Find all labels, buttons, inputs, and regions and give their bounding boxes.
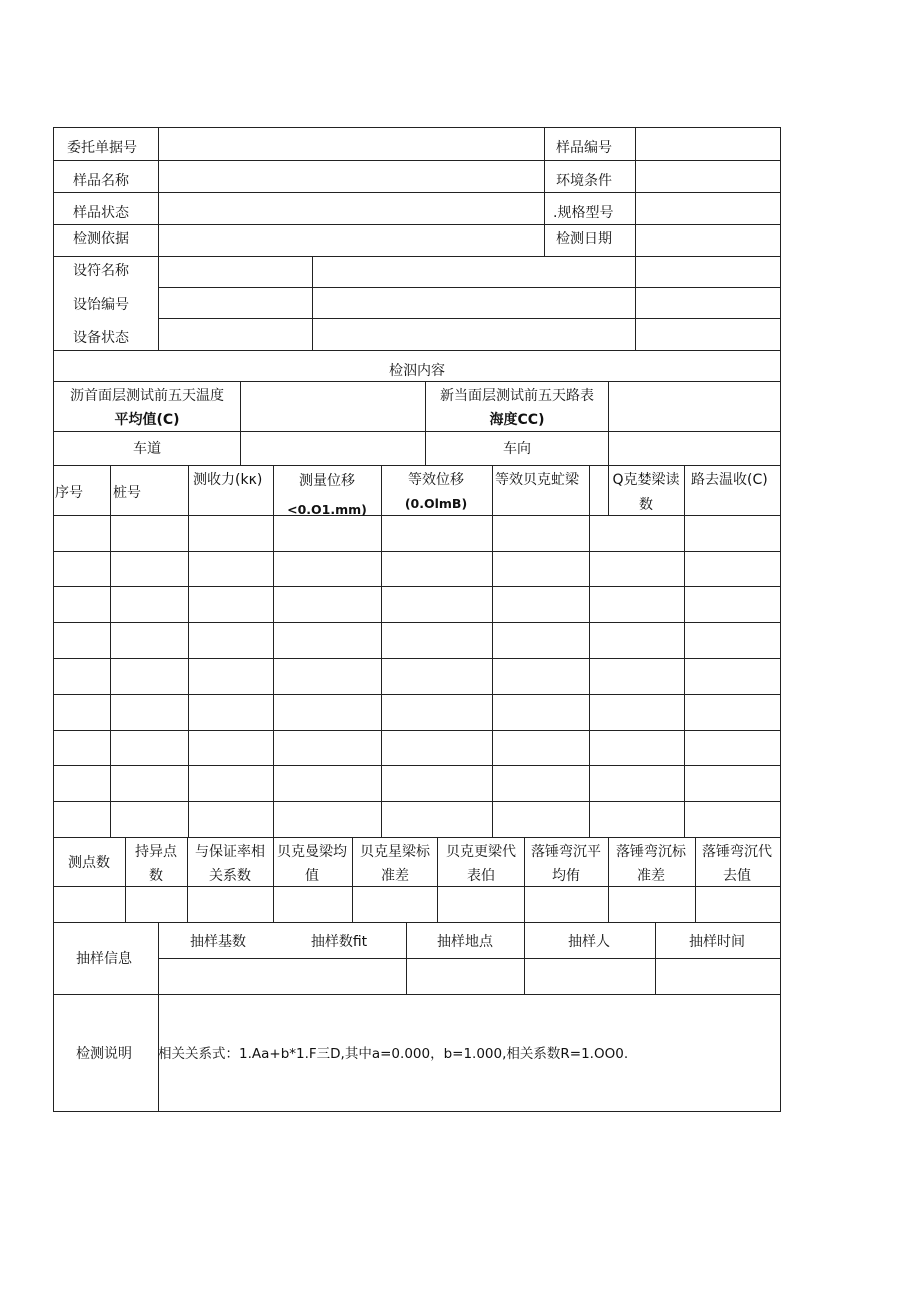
stat-outlier-2: 数 xyxy=(149,868,163,884)
sampling-base: 抽样基数 xyxy=(190,934,246,950)
row-divider xyxy=(53,837,781,838)
stat-fwd-std-2: 准差 xyxy=(637,868,665,884)
col-divider xyxy=(655,922,656,994)
col-disp-unit: <0.O1.mm) xyxy=(287,502,367,517)
row-divider xyxy=(53,160,781,161)
row-divider xyxy=(53,551,781,552)
asphalt-temp-label-unit: 平均值(C) xyxy=(114,412,180,428)
stat-rep: 贝克更梁代 xyxy=(446,844,516,860)
remark-label: 检测说明 xyxy=(76,1046,132,1062)
row-divider xyxy=(53,730,781,731)
row-divider xyxy=(53,922,781,923)
row-divider xyxy=(53,192,781,193)
col-seq: 序号 xyxy=(55,485,83,501)
stat-std-2: 准差 xyxy=(381,868,409,884)
sampling-label: 抽样信息 xyxy=(76,951,132,967)
col-divider xyxy=(635,127,636,350)
col-divider xyxy=(589,465,590,837)
col-q-reading: Q克婪梁读 xyxy=(612,472,680,488)
col-divider xyxy=(524,922,525,994)
stat-fwd-std: 落锤弯沉标 xyxy=(616,844,686,860)
col-divider xyxy=(684,465,685,837)
road-temp-label: 新当面层测试前五天路表 xyxy=(440,388,594,404)
row-divider xyxy=(53,622,781,623)
row-divider xyxy=(53,658,781,659)
col-divider xyxy=(406,922,407,994)
row-divider xyxy=(53,515,781,516)
commission-no-label: 委托单据号 xyxy=(67,140,137,156)
col-divider xyxy=(437,837,438,922)
equipment-state-label: 设备状态 xyxy=(73,330,129,346)
col-divider xyxy=(187,837,188,922)
col-divider xyxy=(695,837,696,922)
sampling-person: 抽样人 xyxy=(568,934,610,950)
sampling-time: 抽样时间 xyxy=(689,934,745,950)
row-divider xyxy=(53,224,781,225)
lane-label: 车道 xyxy=(133,441,161,457)
sample-no-label: 样品编号 xyxy=(556,140,612,156)
equipment-name-label: 设符名称 xyxy=(73,263,129,279)
col-divider xyxy=(544,127,545,256)
col-eq-disp: 等效位移 xyxy=(408,472,464,488)
row-divider xyxy=(53,694,781,695)
test-date-label: 检测日期 xyxy=(556,231,612,247)
env-condition-label: 环境条件 xyxy=(556,173,612,189)
table-frame xyxy=(53,127,781,1112)
col-divider xyxy=(273,465,274,837)
sampling-place: 抽样地点 xyxy=(437,934,493,950)
stat-std: 贝克星梁标 xyxy=(360,844,430,860)
row-divider xyxy=(158,958,781,959)
spec-model-label: .规格型号 xyxy=(553,205,614,221)
stat-guarantee-2: 关系数 xyxy=(209,868,251,884)
stat-fwd-mean: 落锤弯沉平 xyxy=(531,844,601,860)
row-divider xyxy=(53,431,781,432)
stat-mean: 贝克曼梁均 xyxy=(277,844,347,860)
row-divider xyxy=(53,381,781,382)
col-divider xyxy=(188,465,189,837)
row-divider xyxy=(158,318,781,319)
row-divider xyxy=(53,886,781,887)
col-divider xyxy=(608,837,609,922)
equipment-number-label: 设饴编号 xyxy=(73,297,129,313)
col-divider xyxy=(608,465,609,515)
col-divider xyxy=(158,127,159,350)
col-divider xyxy=(524,837,525,922)
row-divider xyxy=(158,287,781,288)
col-divider xyxy=(110,465,111,837)
sampling-count: 抽样数fit xyxy=(310,934,368,950)
stat-mean-2: 值 xyxy=(305,868,319,884)
direction-label: 车向 xyxy=(503,441,531,457)
col-divider xyxy=(312,256,313,350)
row-divider xyxy=(53,350,781,351)
remark-text: 相关关系式：1.Aa+b*1.F三D,其中a=0.000，b=1.000,相关系数R=1.OO0. xyxy=(158,1046,629,1062)
road-temp-label-unit: 海度CC) xyxy=(489,412,545,428)
row-divider xyxy=(53,586,781,587)
asphalt-temp-label: 沥首面层测试前五天温度 xyxy=(70,388,224,404)
stat-rep-2: 表伯 xyxy=(467,868,495,884)
row-divider xyxy=(53,465,781,466)
col-stake: 桩号 xyxy=(113,485,141,501)
col-divider xyxy=(608,381,609,465)
stat-fwd-rep: 落锤弯沉代 xyxy=(702,844,772,860)
col-road-temp: 路去温收(C) xyxy=(691,472,768,488)
stat-outlier: 持异点 xyxy=(135,844,177,860)
col-eq-disp-unit: (0.OlmB) xyxy=(404,496,468,511)
col-beam: 等效贝克虻梁 xyxy=(495,472,579,488)
row-divider xyxy=(53,256,781,257)
col-q-reading-2: 数 xyxy=(639,497,653,513)
col-divider xyxy=(158,922,159,1112)
stat-points: 测点数 xyxy=(68,855,110,871)
stat-fwd-rep-2: 去值 xyxy=(723,868,751,884)
col-divider xyxy=(352,837,353,922)
sample-state-label: 样品状态 xyxy=(73,205,129,221)
stat-guarantee: 与保证率相 xyxy=(195,844,265,860)
col-divider xyxy=(125,837,126,922)
col-disp: 测量位移 xyxy=(299,473,355,489)
col-divider xyxy=(240,381,241,465)
col-divider xyxy=(492,465,493,837)
col-divider xyxy=(425,381,426,465)
col-force: 测收力(kκ) xyxy=(193,472,263,488)
col-divider xyxy=(273,837,274,922)
test-basis-label: 检测依据 xyxy=(73,231,129,247)
section-title: 检泅内容 xyxy=(389,363,445,379)
row-divider xyxy=(53,765,781,766)
sample-name-label: 样品名称 xyxy=(73,173,129,189)
stat-fwd-mean-2: 均侑 xyxy=(552,868,580,884)
col-divider xyxy=(381,465,382,837)
row-divider xyxy=(53,801,781,802)
row-divider xyxy=(53,994,781,995)
